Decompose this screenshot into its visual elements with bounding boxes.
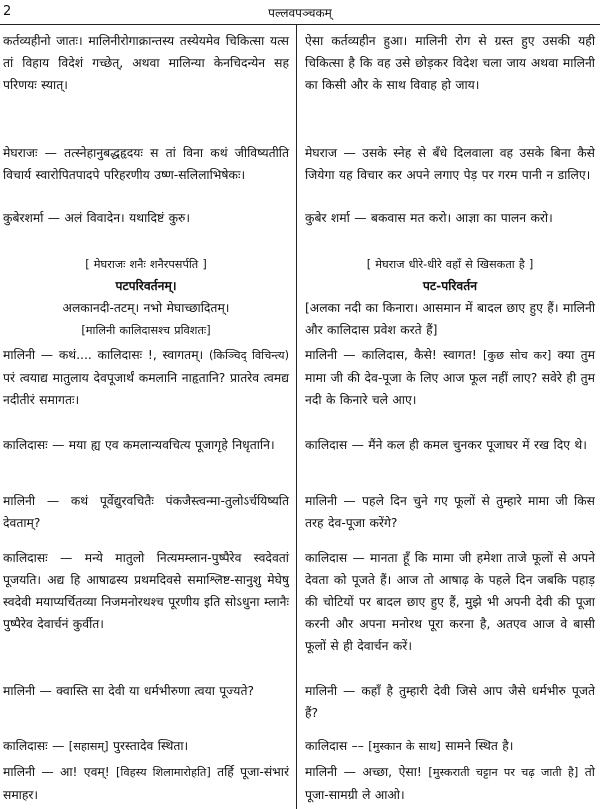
sanskrit-dialogue-kalidasa-3 [3,735,289,758]
hindi-dialogue-kalidasa-1: कालिदास — मैंने कल ही कमल चुनकर पूजाघर में रख दिए थे। [305,438,587,452]
speech-text: मालिनी — कथं.... कालिदासः !, स्वागतम्। [3,348,209,362]
hindi-dialogue-malini-2: मालिनी — पहले दिन चुने गए फूलों से तुम्हारे मामा जी किस तरह देव-पूजा करेंगे? [305,494,595,530]
sanskrit-dialogue-kalidasa-1: कालिदासः — मया ह्य एव कमलान्यवचित्य पूजागृहे निधृतानि। [3,438,275,452]
speech-text: कालिदासः — [3,739,69,753]
column-divider [296,24,297,809]
sanskrit-stage-direction-enter: [मालिनी कालिदासश्च प्रविशतः] [81,324,211,337]
speech-text: कालिदास –– [305,739,369,753]
speech-text: क्या तुम मामा जी की देव-पूजा के लिए आज फूल नहीं लाए? सवेरे ही तुम नदी के किनारे चले आए। [305,348,595,407]
speech-text: मालिनी — आ! एवम्! [3,765,117,779]
hindi-scene-heading: पट-परिवर्तन [422,279,478,293]
sanskrit-para-1: कर्तव्यहीनो जातः। मालिनीरोगाक्रान्तस्य तस्येयमेव चिकित्सा यत्स तां विहाय विदेशं गच्छेत्, अथवा मालिन्या केनचिदन्येन सह परिणयः स्यात्। [3,34,289,92]
speech-text: तर्हि पूजा-संभारं समाहर। [3,765,290,802]
hindi-scene-setting: [अलका नदी का किनारा। आसमान में बादल छाए हुए हैं। मालिनी और कालिदास प्रवेश करते हैं] [305,301,595,337]
hindi-dialogue-malini-4 [305,761,595,806]
hindi-dialogue-kalidasa-2: कालिदास — मानता हूँ कि मामा जी हमेशा ताजे फूलों से अपने देवता को पूजते हैं। आज तो आषाढ़ के पहले दिन जबकि पहाड़ की चोटियों पर बादल छाए हुए हैं, मुझे भी अपनी देवी की पूजा करनी और अपना मनोरथ पूरा करना है, अतएव आज वे बासी फूलों से ही देवार्चन करें। [305,551,595,653]
page-header [0,0,600,26]
stage-direction: [विहस्य शिलामारोहति] [116,766,211,779]
sanskrit-dialogue-malini-2: मालिनी — कथं पूर्वेद्युरवचितैः पंकजैस्त्वन्मा-तुलोऽर्चयिष्यति देवताम्? [3,494,289,530]
sanskrit-para-kuberasharma: कुबेरशर्मा — अलं विवादेन। यथादिष्टं कुरु। [3,211,191,225]
stage-direction: [सहासम्] [68,740,109,753]
speech-text: पुरस्तादेव स्थिता। [108,739,189,753]
speech-text: तो पूजा-सामग्री ले आओ। [305,765,595,802]
sanskrit-dialogue-kalidasa-2: कालिदासः — मन्ये मातुलो नित्यमम्लान-पुष्पैरेव स्वदेवतां पूजयति। अद्य हि आषाढस्य प्रथमदिवसे समाश्लिष्ट-सानुशु मेघेषु स्वदेवी मयाप्यर्चितव्या निजमनोरथश्च पूरणीय इति सोऽधुना म्लानैः पुष्पैरेव देवार्चनं कुर्वीत। [3,551,289,631]
running-title: पल्लवपञ्चकम् [268,6,332,20]
sanskrit-para-meghraj: मेघराजः — तत्स्नेहानुबद्धहृदयः स तां विना कथं जीविष्यतीति विचार्य स्वारोपितपादपे परिहरणीय उष्ण-सलिलाभिषेकः। [3,146,289,182]
hindi-dialogue-kalidasa-3 [305,735,595,758]
hindi-dialogue-malini-1 [305,344,595,411]
page-number: 2 [3,4,12,19]
hindi-para-kuberasharma: कुबेर शर्मा — बकवास मत करो। आज्ञा का पालन करो। [305,211,553,225]
stage-direction: [कुछ सोच कर] [482,349,552,362]
header-rule [0,24,600,25]
hindi-dialogue-malini-3: मालिनी — कहाँ है तुम्हारी देवी जिसे आप जैसे धर्मभीरु पूजते हैं? [305,684,595,720]
stage-direction: [मुस्कान के साथ] [368,740,441,753]
sanskrit-dialogue-malini-1 [3,344,289,411]
speech-text: सामने स्थित है। [440,739,514,753]
hindi-para-meghraj: मेघराज — उसके स्नेह से बँधे दिलवाला वह उसके बिना कैसे जियेगा यह विचार कर अपने लगाए पेड़ पर गरम पानी न डालिए। [305,146,595,182]
sanskrit-scene-heading: पटपरिवर्तनम्। [115,279,177,293]
sanskrit-scene-setting: अलकानदी-तटम्। नभो मेघाच्छादितम्। [62,301,230,315]
sanskrit-stage-direction-exit: [ मेघराजः शनैः शनैरपसर्पति ] [85,258,207,271]
hindi-stage-direction-exit: [ मेघराज धीरे-धीरे वहाँ से खिसकता है ] [366,258,534,271]
stage-direction: (किञ्चिद् विचिन्त्य) [208,349,290,362]
hindi-para-1: ऐसा कर्तव्यहीन हुआ। मालिनी रोग से ग्रस्त हुए उसकी यही चिकित्सा है कि वह उसे छोड़कर विदेश चला जाय अथवा मालिनी का किसी और के साथ विवाह हो जाय। [305,34,595,92]
speech-text: मालिनी — कालिदास, कैसे! स्वागत! [305,348,483,362]
speech-text: मालिनी — अच्छा, ऐसा! [305,765,429,779]
sanskrit-dialogue-malini-3: मालिनी — क्वास्ति सा देवी या धर्मभीरुणा त्वया पूज्यते? [3,684,254,698]
speech-text: परं त्वयाद्य मातुलाय देवपूजार्थं कमलानि नाहृतानि? प्रातरेव त्वमद्य नदीतीरं समागतः। [3,371,289,407]
stage-direction: [मुस्कराती चट्टान पर चढ़ जाती है] [428,766,579,779]
sanskrit-dialogue-malini-4 [3,761,289,806]
